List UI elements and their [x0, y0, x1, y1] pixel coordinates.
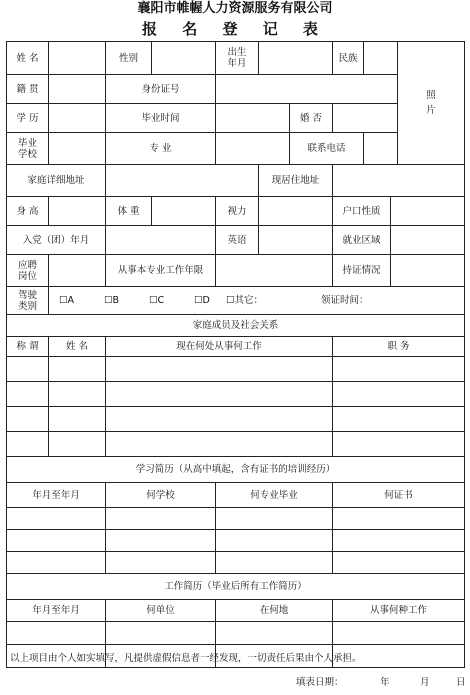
label-height: 身 高	[7, 197, 49, 226]
input-id-number[interactable]	[216, 75, 398, 104]
input-current-address[interactable]	[333, 165, 465, 197]
family-row	[7, 357, 465, 382]
input-cert[interactable]	[391, 255, 465, 287]
fill-date	[296, 674, 466, 688]
input-hukou[interactable]	[391, 197, 465, 226]
label-gender: 性别	[106, 42, 152, 75]
label-cert: 持证情况	[333, 255, 391, 287]
study-row	[7, 508, 465, 530]
company-name: 襄阳市帷幄人力资源服务有限公司	[137, 1, 333, 16]
input-vision[interactable]	[259, 197, 333, 226]
study-header-major: 何专业毕业	[216, 483, 333, 508]
label-hukou: 户口性质	[333, 197, 391, 226]
input-birth[interactable]	[259, 42, 333, 75]
input-home-address[interactable]	[106, 165, 259, 197]
input-weight[interactable]	[152, 197, 216, 226]
family-row	[7, 382, 465, 407]
input-ethnicity[interactable]	[364, 42, 398, 75]
date-month: 月	[420, 677, 430, 688]
input-major[interactable]	[216, 133, 290, 165]
input-phone[interactable]	[364, 133, 398, 165]
work-header-period: 年月至年月	[7, 600, 106, 622]
family-header-position: 职 务	[333, 337, 465, 357]
checkbox-b[interactable]: ☐B	[104, 295, 120, 306]
work-header-place: 在何地	[216, 600, 333, 622]
input-school[interactable]	[49, 133, 106, 165]
label-vision: 视力	[216, 197, 259, 226]
photo-box[interactable]	[398, 42, 465, 165]
study-header-school: 何学校	[106, 483, 216, 508]
family-header-work: 现在何处从事何工作	[106, 337, 333, 357]
date-year: 年	[380, 677, 390, 688]
input-party[interactable]	[106, 226, 216, 255]
family-row	[7, 432, 465, 457]
checkbox-a[interactable]: ☐A	[59, 295, 75, 306]
label-license-time: 领证时间：	[321, 295, 369, 306]
input-years-exp[interactable]	[216, 255, 333, 287]
label-license: 驾驶 类别	[7, 287, 49, 315]
study-header-period: 年月至年月	[7, 483, 106, 508]
input-grad-time[interactable]	[216, 104, 290, 133]
input-native[interactable]	[49, 75, 106, 104]
study-header-cert: 何证书	[333, 483, 465, 508]
study-row	[7, 530, 465, 552]
label-english: 英语	[216, 226, 259, 255]
label-major: 专 业	[106, 133, 216, 165]
label-photo: 照片	[426, 90, 436, 116]
input-employ-area[interactable]	[391, 226, 465, 255]
footer-note: 以上项目由个人如实填写，凡提供虚假信息者一经发现，一切责任后果由个人承担。	[10, 653, 362, 664]
checkbox-other[interactable]: ☐其它：	[226, 295, 264, 306]
input-height[interactable]	[49, 197, 106, 226]
label-home-address: 家庭详细地址	[7, 165, 106, 197]
input-apply-post[interactable]	[49, 255, 106, 287]
label-birth: 出生 年月	[216, 42, 259, 75]
input-gender[interactable]	[152, 42, 216, 75]
study-row	[7, 552, 465, 574]
family-section-title: 家庭成员及社会关系	[7, 315, 465, 337]
label-school: 毕业 学校	[7, 133, 49, 165]
label-marital: 婚 否	[290, 104, 333, 133]
label-id-number: 身份证号	[106, 75, 216, 104]
form-title: 报 名 登 记 表	[142, 20, 328, 38]
input-marital[interactable]	[333, 104, 398, 133]
label-employ-area: 就业区域	[333, 226, 391, 255]
work-row	[7, 622, 465, 645]
label-phone: 联系电话	[290, 133, 364, 165]
work-header-unit: 何单位	[106, 600, 216, 622]
study-section-title: 学习简历（从高中填起，含有证书的培训经历）	[7, 457, 465, 483]
label-ethnicity: 民族	[333, 42, 364, 75]
input-english[interactable]	[259, 226, 333, 255]
checkbox-d[interactable]: ☐D	[194, 295, 210, 306]
label-party: 入党（团）年月	[7, 226, 106, 255]
work-header-job: 从事何种工作	[333, 600, 465, 622]
checkbox-c[interactable]: ☐C	[149, 295, 165, 306]
label-weight: 体 重	[106, 197, 152, 226]
date-day: 日	[456, 677, 466, 688]
label-years-exp: 从事本专业工作年限	[106, 255, 216, 287]
family-header-relation: 称 谓	[7, 337, 49, 357]
family-row	[7, 407, 465, 432]
label-education: 学 历	[7, 104, 49, 133]
registration-table	[6, 41, 465, 668]
label-current-address: 现居住地址	[259, 165, 333, 197]
date-label: 填表日期：	[296, 677, 344, 688]
input-name[interactable]	[49, 42, 106, 75]
label-grad-time: 毕业时间	[106, 104, 216, 133]
label-name: 姓 名	[7, 42, 49, 75]
work-section-title: 工作简历（毕业后所有工作简历）	[7, 574, 465, 600]
label-native: 籍 贯	[7, 75, 49, 104]
label-apply-post: 应聘 岗位	[7, 255, 49, 287]
family-header-name: 姓 名	[49, 337, 106, 357]
input-education[interactable]	[49, 104, 106, 133]
